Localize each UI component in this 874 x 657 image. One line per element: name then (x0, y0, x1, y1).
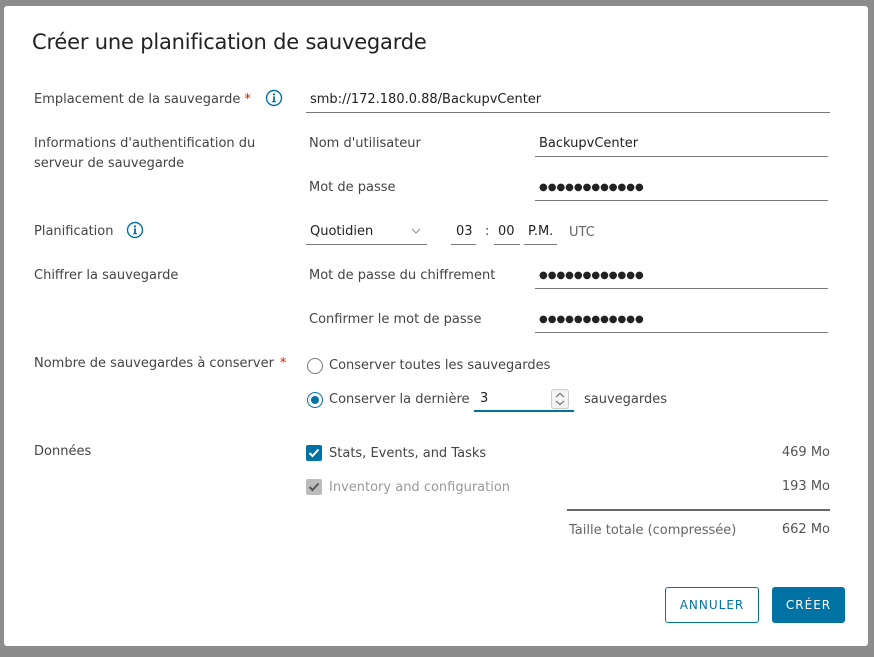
chevron-down-icon (411, 221, 421, 243)
info-icon[interactable] (265, 89, 283, 107)
stats-events-checkbox[interactable] (306, 445, 322, 461)
username-input[interactable]: BackupvCenter (535, 133, 828, 157)
backup-schedule-dialog (4, 6, 868, 646)
minute-input[interactable]: 00 (494, 221, 520, 245)
confirm-password-label: Confirmer le mot de passe (309, 312, 482, 327)
info-icon[interactable] (126, 221, 144, 239)
retain-last-label[interactable]: Conserver la dernière (329, 392, 470, 407)
timezone-label: UTC (569, 225, 595, 240)
confirm-password-input[interactable]: ●●●●●●●●●●●● (535, 309, 828, 333)
retention-label-row (34, 354, 286, 374)
location-label-row (34, 90, 283, 110)
schedule-label: Planification (34, 224, 114, 239)
location-input[interactable]: smb://172.180.0.88/BackupvCenter (306, 89, 830, 113)
retain-all-label[interactable]: Conserver toutes les sauvegardes (329, 358, 551, 373)
schedule-label-row (34, 222, 144, 242)
retention-count-value: 3 (480, 391, 489, 406)
password-input[interactable]: ●●●●●●●●●●●● (535, 177, 828, 201)
cancel-button[interactable]: ANNULER (665, 587, 759, 623)
total-size-label: Taille totale (compressée) (569, 523, 737, 538)
password-label: Mot de passe (309, 180, 396, 195)
retain-all-radio[interactable] (307, 358, 323, 374)
retention-unit: sauvegardes (584, 392, 668, 407)
checkmark-icon (308, 448, 320, 458)
dialog-title: Créer une planification de sauvegarde (32, 30, 427, 54)
credentials-label-line1: Informations d'authentification du (34, 136, 256, 151)
create-button[interactable]: CRÉER (772, 587, 845, 623)
retention-label: Nombre de sauvegardes à conserver (34, 356, 274, 371)
checkmark-icon (308, 482, 320, 492)
credentials-label (34, 134, 255, 174)
credentials-label-line2: serveur de sauvegarde (34, 156, 185, 171)
location-label: Emplacement de la sauvegarde (34, 92, 241, 107)
stepper-icon[interactable] (551, 389, 569, 409)
frequency-select[interactable] (306, 221, 427, 245)
stats-events-size: 469 Mo (781, 445, 830, 460)
required-mark: * (244, 92, 251, 107)
time-separator: : (485, 224, 490, 239)
data-label: Données (34, 444, 92, 459)
retention-count-input[interactable] (474, 388, 574, 412)
frequency-value: Quotidien (310, 224, 374, 239)
stats-events-label: Stats, Events, and Tasks (329, 446, 487, 461)
ampm-select[interactable]: P.M. (524, 221, 557, 245)
required-mark: * (279, 356, 287, 371)
retain-last-radio[interactable] (307, 392, 323, 408)
total-size-value: 662 Mo (781, 522, 830, 537)
inventory-config-size: 193 Mo (781, 479, 830, 494)
encryption-password-label: Mot de passe du chiffrement (309, 268, 496, 283)
inventory-config-checkbox (306, 479, 322, 495)
encryption-password-input[interactable]: ●●●●●●●●●●●● (535, 265, 828, 289)
hour-input[interactable]: 03 (451, 221, 476, 245)
username-label: Nom d'utilisateur (309, 136, 421, 151)
total-divider (567, 509, 830, 511)
encryption-label: Chiffrer la sauvegarde (34, 268, 179, 283)
inventory-config-label: Inventory and configuration (329, 480, 511, 495)
